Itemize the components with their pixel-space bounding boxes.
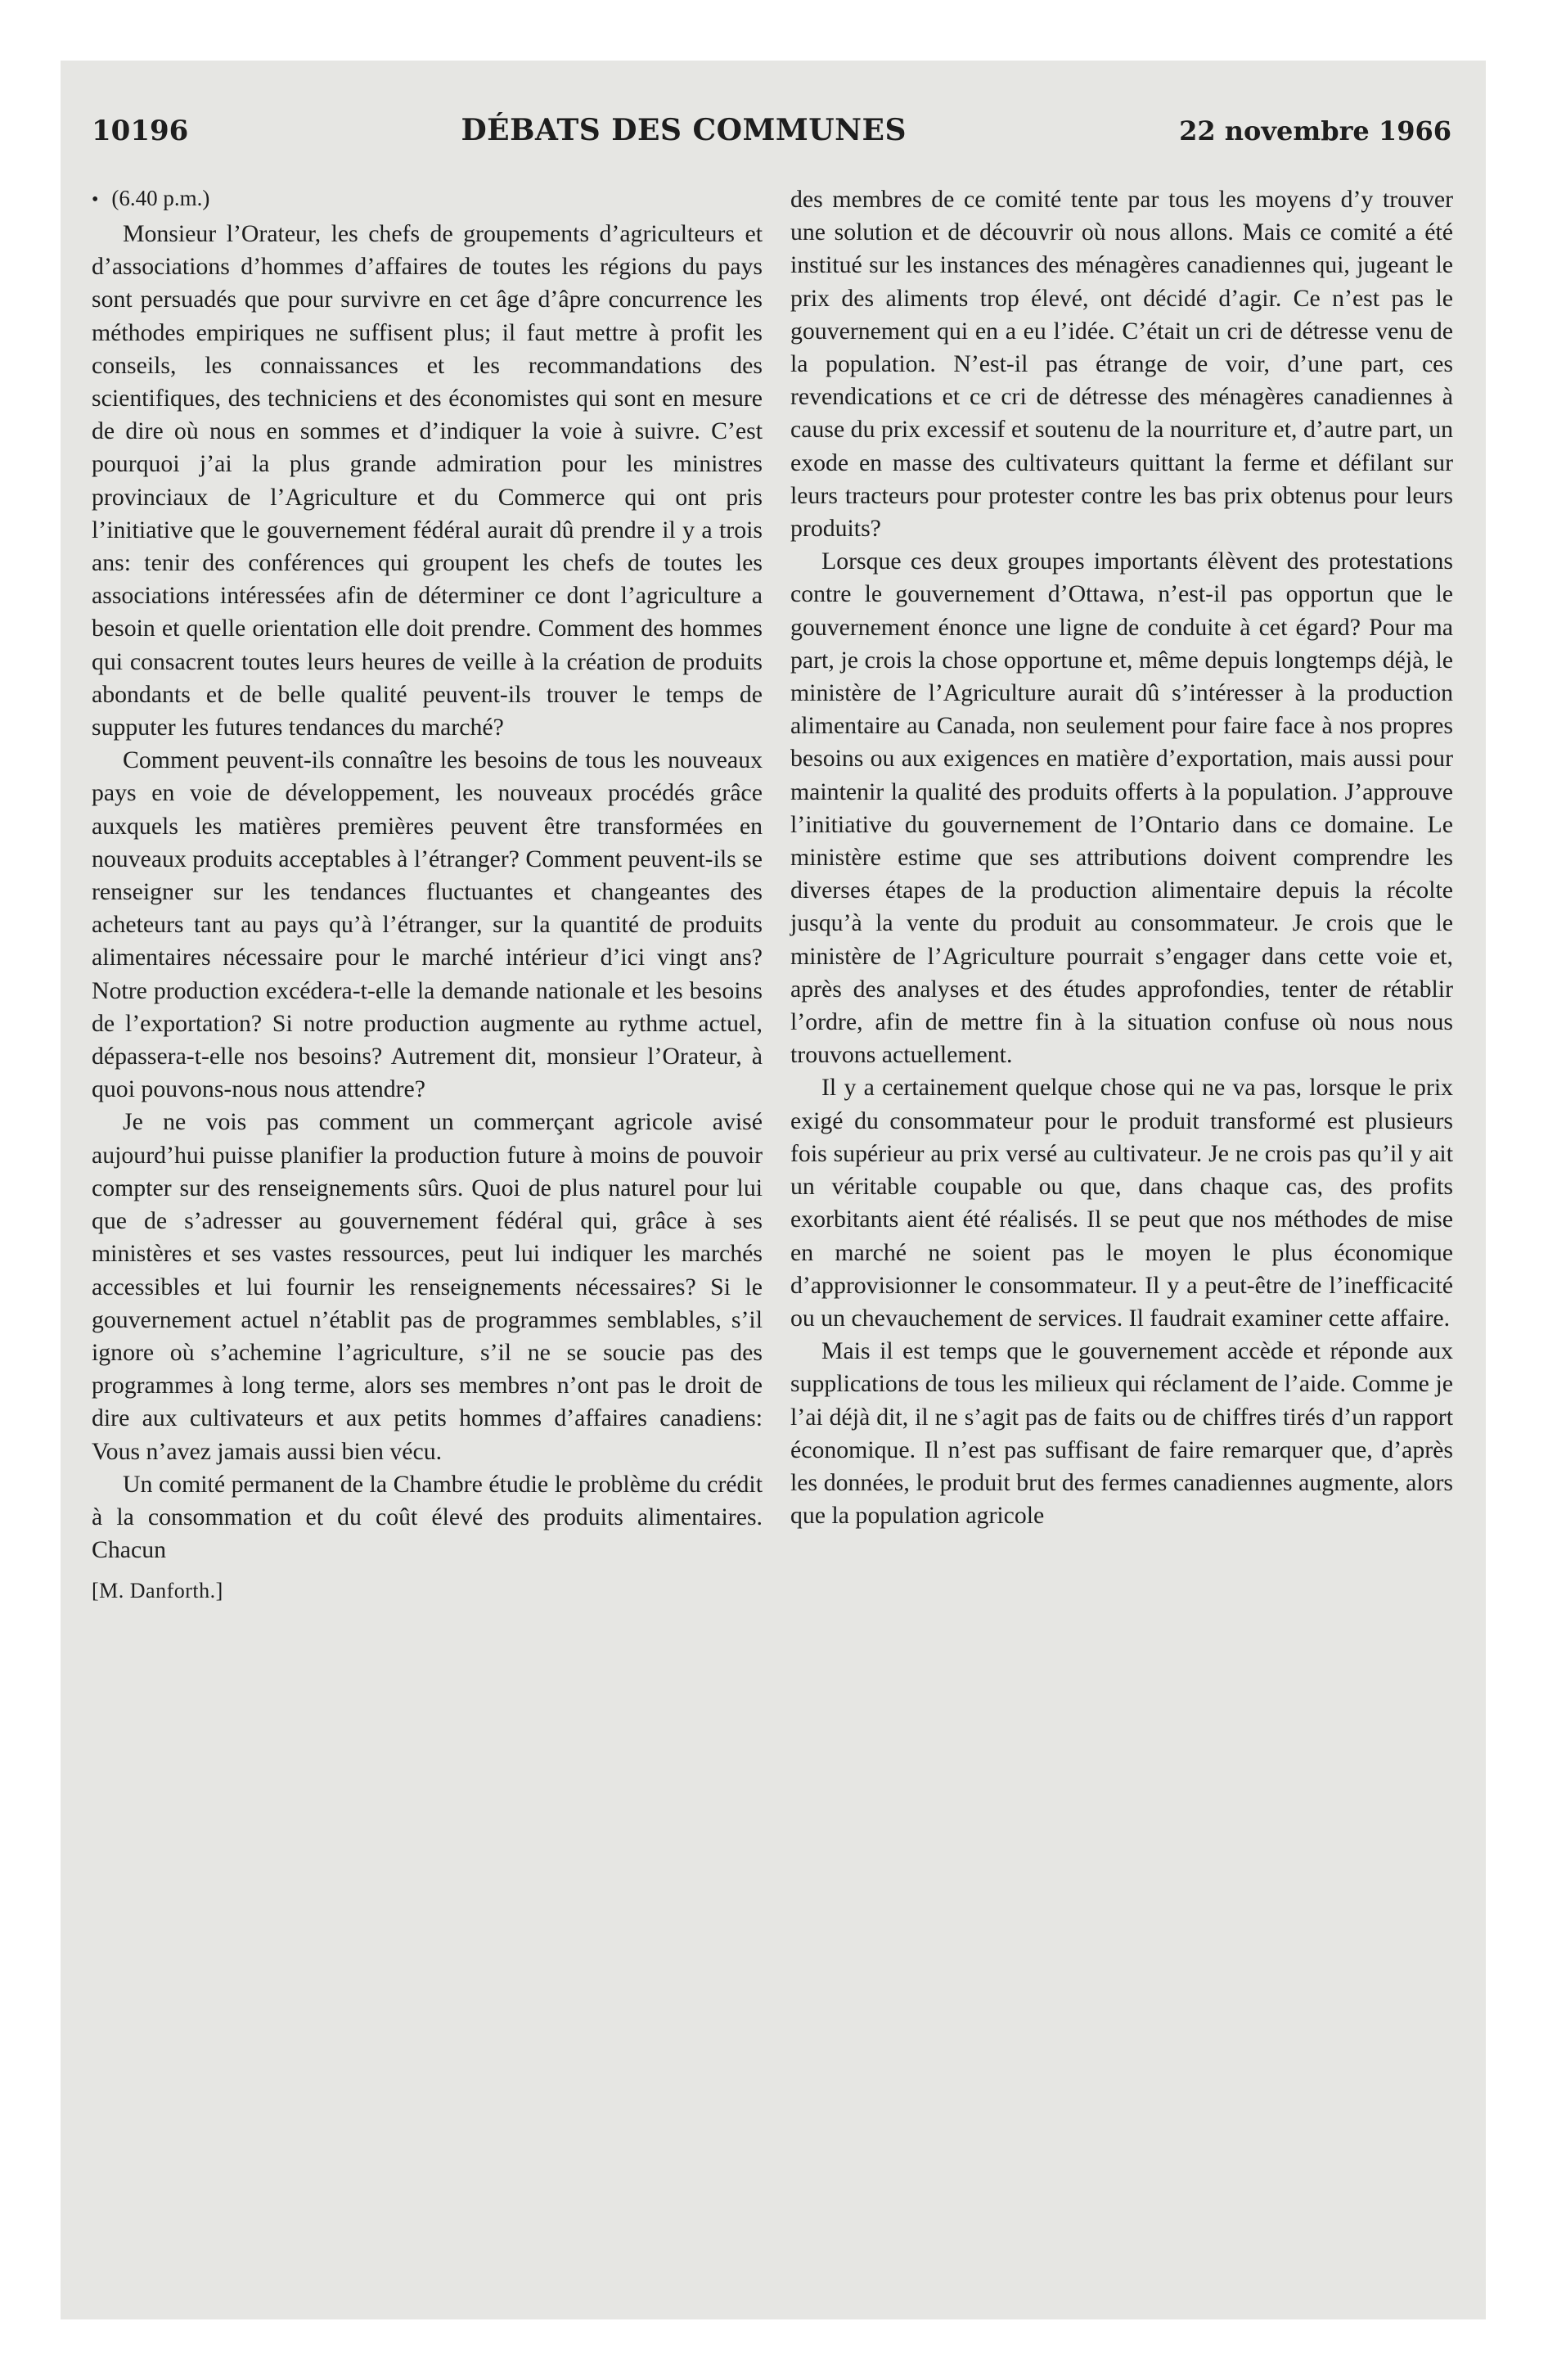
bullet-icon: • xyxy=(92,189,99,210)
paragraph: Mais il est temps que le gouvernement accède et réponde aux supplications de tous les milieux qui réclament de l’aide. Comme je l’ai déjà dit, il ne s’agit pas de faits ou de chiffres tirés d’un rapport économique. Il n’est pas suffisant de faire remarquer que, d’après les données, le produit brut des fermes canadiennes augmente, alors que la population agricole xyxy=(790,1337,1453,1530)
paragraph: Je ne vois pas comment un commerçant agricole avisé aujourd’hui puisse planifier la production future à moins de pouvoir compter sur des renseignements sûrs. Quoi de plus naturel pour lui que de s’adresser au gouvernement fédéral qui, grâce à ses ministères et ses vastes ressources, peut lui indiquer les marchés accessibles et lui fournir les renseignements nécessaires? Si le gouvernement actuel n’établit pas de programmes semblables, s’il ignore où s’achemine l’agriculture, s’il ne se soucie pas des programmes à long terme, alors ses membres n’ont pas le droit de dire aux cultivateurs et aux petits hommes d’affaires canadiens: Vous n’avez jamais aussi bien vécu. xyxy=(92,1108,763,1465)
page-header xyxy=(92,113,1451,154)
paragraph: des membres de ce comité tente par tous les moyens d’y trouver une solution et de découvrir où nous allons. Mais ce comité a été institué sur les instances des ménagères canadiennes qui, jugeant le prix des aliments trop élevé, ont décidé d’agir. Ce n’est pas le gouvernement qui en a eu l’idée. C’était un cri de détresse venu de la population. N’est-il pas étrange de voir, d’une part, ces revendications et ce cri de détresse des ménagères canadiennes à cause du prix excessif et soutenu de la nourriture et, d’autre part, un exode en masse des cultivateurs quittant la ferme et défilant sur leurs tracteurs pour protester contre les bas prix obtenus pour leurs produits? xyxy=(790,186,1453,543)
right-column xyxy=(790,183,1453,1532)
time-marker xyxy=(92,183,763,214)
document-page xyxy=(61,61,1486,2319)
timestamp: (6.40 p.m.) xyxy=(111,186,210,210)
page-number: 10196 xyxy=(92,115,189,147)
paragraph: Monsieur l’Orateur, les chefs de groupements d’agriculteurs et d’associations d’hommes d’affaires de toutes les régions du pays sont persuadés que pour survivre en cet âge d’âpre concurrence les méthodes empiriques ne suffisent plus; il faut mettre à profit les conseils, les connaissances et les recommandations des scientifiques, des techniciens et des économistes qui sont en mesure de dire où nous en sommes et d’indiquer la voie à suivre. C’est pourquoi j’ai la plus grande admiration pour les ministres provinciaux de l’Agriculture et du Commerce qui ont pris l’initiative que le gouvernement fédéral aurait dû prendre il y a trois ans: tenir des conférences qui groupent les chefs de toutes les associations intéressées afin de déterminer ce dont l’agriculture a besoin et quelle orientation elle doit prendre. Comment des hommes qui consacrent toutes leurs heures de veille à la création de produits abondants et de belle qualité peuvent-ils trouver le temps de supputer les futures tendances du marché? xyxy=(92,220,763,741)
speaker-attribution: [M. Danforth.] xyxy=(92,1579,223,1603)
paragraph: Il y a certainement quelque chose qui ne va pas, lorsque le prix exigé du consommateur pour le produit transformé est plusieurs fois supérieur au prix versé au cultivateur. Je ne crois pas qu’il y ait un véritable coupable ou que, dans chaque cas, des profits exorbitants aient été réalisés. Il se peut que nos méthodes de mise en marché ne soient pas le moyen le plus économique d’approvisionner le consommateur. Il y a peut-être de l’inefficacité ou un chevauchement de services. Il faudrait examiner cette affaire. xyxy=(790,1074,1453,1332)
left-column xyxy=(92,183,763,1608)
publication-title: DÉBATS DES COMMUNES xyxy=(461,113,907,147)
paragraph: Comment peuvent-ils connaître les besoins de tous les nouveaux pays en voie de développement, les nouveaux procédés grâce auxquels les matières premières peuvent être transformées en nouveaux produits acceptables à l’étranger? Comment peuvent-ils se renseigner sur les tendances fluctuantes et changeantes des acheteurs tant au pays qu’à l’étranger, sur la quantité de produits alimentaires nécessaire pour le marché intérieur d’ici vingt ans? Notre production excédera-t-elle la demande nationale et les besoins de l’exportation? Si notre production augmente au rythme actuel, dépassera-t-elle nos besoins? Autrement dit, monsieur l’Orateur, à quoi pouvons-nous nous attendre? xyxy=(92,746,763,1103)
paragraph: Lorsque ces deux groupes importants élèvent des protestations contre le gouvernement d’Ottawa, n’est-il pas opportun que le gouvernement énonce une ligne de conduite à cet égard? Pour ma part, je crois la chose opportune et, même depuis longtemps déjà, le ministère de l’Agriculture aurait dû s’intéresser à la production alimentaire au Canada, non seulement pour faire face à nos propres besoins ou aux exigences en matière d’exportation, mais aussi pour maintenir la qualité des produits offerts à la population. J’approuve l’initiative du gouvernement de l’Ontario dans ce domaine. Le ministère estime que ses attributions doivent comprendre les diverses étapes de la production alimentaire depuis la récolte jusqu’à la vente du produit au consommateur. Je crois que le ministère de l’Agriculture pourrait s’engager dans cette voie et, après des analyses et des études approfondies, tenter de rétablir l’ordre, afin de mettre fin à la situation confuse où nous nous trouvons actuellement. xyxy=(790,548,1453,1069)
session-date: 22 novembre 1966 xyxy=(1179,115,1451,146)
paragraph: Un comité permanent de la Chambre étudie le problème du crédit à la consommation et du coût élevé des produits alimentaires. Chacun xyxy=(92,1470,763,1564)
